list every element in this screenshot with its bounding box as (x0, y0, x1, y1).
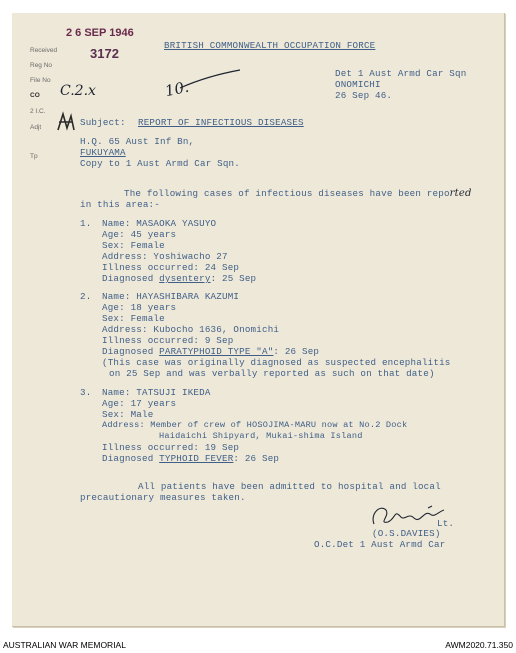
case-1-name: Name: MASAOKA YASUYO (102, 218, 217, 229)
registry-scribble (55, 110, 77, 134)
case-3-age: Age: 17 years (102, 398, 177, 409)
registry-label-reg-no: Reg No (30, 62, 53, 69)
registry-number: 3172 (90, 46, 119, 61)
case-2-diagnosis: Diagnosed PARATYPHOID TYPE "A": 26 Sep (102, 346, 320, 357)
case-2-note-line2: on 25 Sep and was verbally reported as such on that date) (109, 368, 435, 379)
case-2-illness: Illness occurred: 9 Sep (102, 335, 234, 346)
case-3-address: Address: Member of crew of HOSOJIMA-MARU now at No.2 Dock (102, 420, 408, 430)
received-date-stamp: 2 6 SEP 1946 (66, 27, 134, 39)
case-1-diagnosis: Diagnosed dysentery: 25 Sep (102, 273, 257, 284)
addressee-line1: H.Q. 65 Aust Inf Bn, (80, 136, 195, 147)
case-1-number: 1. (80, 218, 92, 229)
case-2-sex: Sex: Female (102, 313, 165, 324)
closing-line2: precautionary measures taken. (80, 492, 246, 503)
intro-handwritten-correction: rted (449, 188, 472, 199)
registry-label-adjt: Adjt (30, 124, 42, 131)
registry-label-co: CO (30, 92, 40, 99)
closing-line1: All patients have been admitted to hospital and local (138, 481, 441, 492)
footer-accession-number: AWM2020.71.350 (445, 640, 513, 650)
registry-label-received: Received (30, 47, 58, 54)
letterhead-place: ONOMICHI (335, 79, 381, 90)
case-2-address: Address: Kubocho 1636, Onomichi (102, 324, 280, 335)
case-3-diagnosis: Diagnosed TYPHOID FEVER: 26 Sep (102, 453, 280, 464)
signature-title: O.C.Det 1 Aust Armd Car (314, 539, 446, 550)
case-1-age: Age: 45 years (102, 229, 177, 240)
case-2-number: 2. (80, 291, 92, 302)
letterhead-org: BRITISH COMMONWEALTH OCCUPATION FORCE (164, 40, 376, 51)
registry-label-file-no: File No (30, 77, 51, 84)
case-3-sex: Sex: Male (102, 409, 154, 420)
letterhead-date: 26 Sep 46. (335, 90, 393, 101)
case-2-age: Age: 18 years (102, 302, 177, 313)
letterhead-unit: Det 1 Aust Armd Car Sqn (335, 68, 467, 79)
case-3-number: 3. (80, 387, 92, 398)
handwritten-reference: 10. (163, 77, 191, 101)
case-1-illness: Illness occurred: 24 Sep (102, 262, 240, 273)
addressee-copy: Copy to 1 Aust Armd Car Sqn. (80, 158, 240, 169)
case-1-address: Address: Yoshiwacho 27 (102, 251, 228, 262)
addressee-line2: FUKUYAMA (80, 147, 126, 158)
intro-line1: The following cases of infectious diseases have been reported (124, 188, 472, 199)
footer-credit: AUSTRALIAN WAR MEMORIAL (3, 640, 126, 650)
case-1-sex: Sex: Female (102, 240, 165, 251)
case-3-name: Name: TATSUJI IKEDA (102, 387, 211, 398)
case-2-note-line1: (This case was originally diagnosed as suspected encephalitis (102, 357, 451, 368)
case-3-address-cont: Haidaichi Shipyard, Mukai-shima Island (159, 431, 363, 441)
handwritten-ref-stroke (178, 68, 242, 90)
signature-name: (O.S.DAVIES) (372, 528, 441, 539)
intro-line2: in this area:- (80, 199, 160, 210)
registry-label-2ic: 2 I.C. (30, 108, 46, 115)
signature-rank: Lt. (437, 518, 455, 529)
case-2-name: Name: HAYASHIBARA KAZUMI (102, 291, 240, 302)
subject-text: REPORT OF INFECTIOUS DISEASES (138, 117, 304, 128)
handwritten-co-note: C.2.x (60, 83, 96, 99)
subject-label: Subject: (80, 117, 126, 128)
registry-label-tp: Tp (30, 153, 38, 160)
case-3-illness: Illness occurred: 19 Sep (102, 442, 240, 453)
